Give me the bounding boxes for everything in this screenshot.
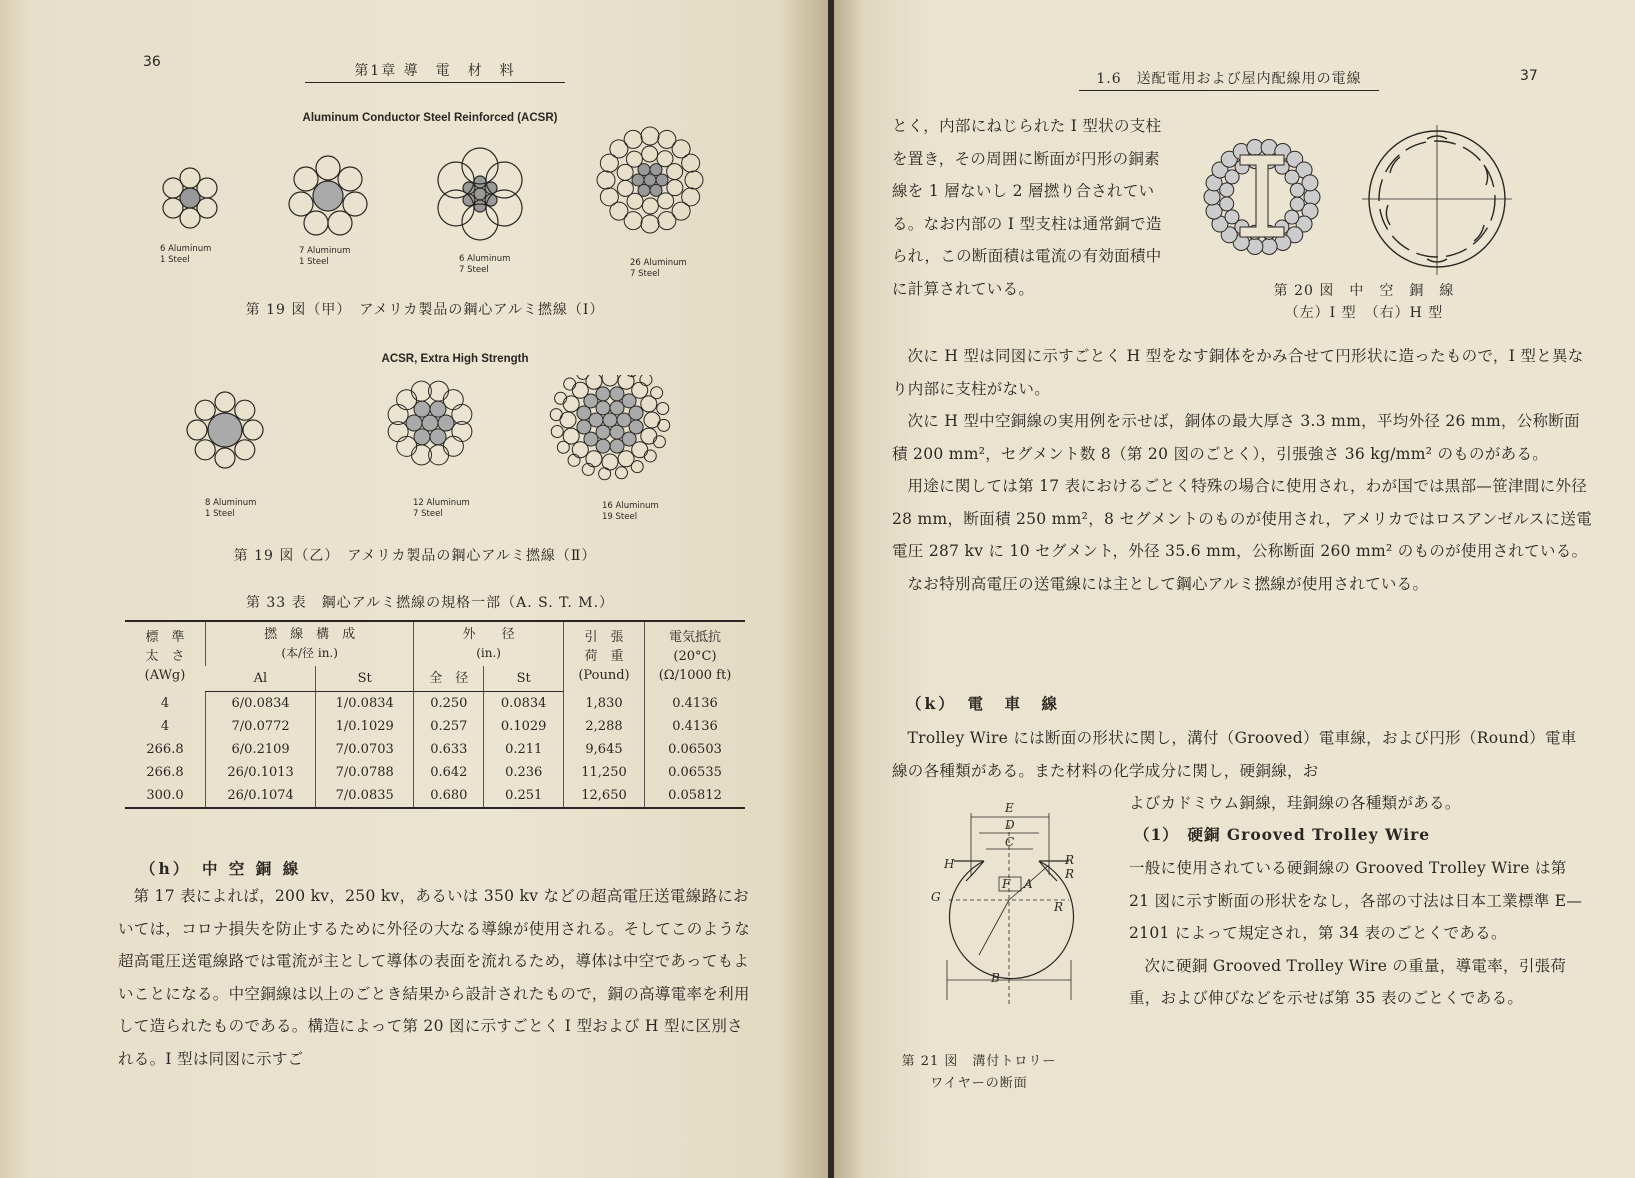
fig20-diagrams <box>1202 125 1512 275</box>
table-cell: 26/0.1013 <box>206 761 316 784</box>
table-cell: 2,288 <box>564 715 645 738</box>
strand-12-7 <box>388 381 472 465</box>
table-cell: 0.251 <box>484 784 564 808</box>
table-row <box>125 692 745 716</box>
fig21-caption-1: 第 21 図 溝付トロリー <box>901 1054 1057 1069</box>
para-5: なお特別高電圧の送電線には主として鋼心アルミ撚線が使用されている。 <box>907 574 1429 593</box>
strand-wire <box>215 448 235 468</box>
strand-wire <box>641 215 659 233</box>
strand-wire <box>586 451 602 467</box>
dim-h: H <box>944 857 955 871</box>
strand-wire <box>1285 170 1299 184</box>
para-3: 次に H 型中空銅線の実用例を示せば，銅体の最大厚さ 3.3 mm，平均外径 26 mm，公称断面積 200 mm²，セグメント数 8（第 20 図のごとく），引張強さ 36 kg/mm² のものがある。 <box>892 412 1580 463</box>
strand-wire <box>1290 183 1304 197</box>
strand-wire <box>187 420 207 440</box>
strand-wire <box>642 146 658 162</box>
table-cell: 1/0.0834 <box>316 692 414 716</box>
strand-wire <box>577 420 591 434</box>
table-cell: 0.250 <box>414 692 484 716</box>
strand-wire <box>443 436 463 456</box>
para-1: とく，内部にねじられた Ⅰ 型状の支柱を置き，その周囲に断面が円形の銅素線を 1 層ないし 2 層撚り合されている。なお内部の Ⅰ 型支柱は通常銅で造られ，この断面積は電流の有効面積中に計算されている。 <box>892 117 1162 298</box>
strand-wire <box>629 420 643 434</box>
table33-caption: 第 33 表 鋼心アルミ撚線の規格一部（A. S. T. M.） <box>245 595 615 611</box>
strand-wire <box>568 454 580 466</box>
strand-wire <box>572 442 588 458</box>
strand-wire <box>658 419 670 431</box>
page-number: 36 <box>143 54 161 70</box>
strand-wire <box>577 375 589 379</box>
strand-wire <box>208 413 242 447</box>
dim-f: F <box>1002 877 1011 891</box>
page-number: 37 <box>1520 68 1538 84</box>
dim-b: B <box>991 971 1000 985</box>
subsection-1-title: （1） 硬銅 Grooved Trolley Wire <box>1134 825 1431 844</box>
table-cell: 0.257 <box>414 715 484 738</box>
para-4: 用途に関しては第 17 表におけるごとく特殊の場合に使用され，わが国では黒部—笹津間に外径 28 mm，断面積 250 mm²，8 セグメントのものが使用され，アメリカではロスアンゼルスに送電電圧 287 kv に 10 セグメント，外径 35.6 mm，公称断面 260 mm² のものが使用されている。 <box>892 477 1592 560</box>
table-cell: 0.0834 <box>484 692 564 716</box>
table-cell: 7/0.0835 <box>316 784 414 808</box>
label-7al-1st: 7 Aluminum 1 Steel <box>299 246 351 267</box>
dim-g: G <box>931 890 941 904</box>
strand-wire <box>430 429 446 445</box>
col-st-dia: St <box>484 666 564 692</box>
dim-e: E <box>1005 801 1014 815</box>
section-k-title: （k） 電 車 線 <box>906 694 1060 713</box>
label-12al-7st: 12 Aluminum 7 Steel <box>413 498 470 519</box>
strand-wire <box>1220 183 1234 197</box>
strand-6-7 <box>438 148 522 240</box>
strand-wire <box>644 450 656 462</box>
label-16al-19st: 16 Aluminum 19 Steel <box>602 501 659 522</box>
strand-wire <box>422 415 438 431</box>
table-cell: 0.4136 <box>645 715 746 738</box>
running-head: 第1章 導 電 材 料 <box>305 60 565 83</box>
dim-c: C <box>1005 835 1015 849</box>
fig19b-caption: 第 19 図（乙） アメリカ製品の鋼心アルミ撚線（Ⅱ） <box>233 548 597 564</box>
strand-wire <box>235 400 255 420</box>
section-h-title: （h） 中 空 銅 線 <box>140 859 302 878</box>
col-size: 標 準 太 さ (AWg) <box>144 630 186 684</box>
strand-wire <box>414 401 430 417</box>
strand-16-19 <box>550 375 669 480</box>
fig21-labels <box>889 801 1129 1015</box>
strand-wire <box>551 425 563 437</box>
strand-wire <box>600 188 618 206</box>
strand-wire <box>550 409 562 421</box>
table-cell: 6/0.0834 <box>206 692 316 716</box>
strand-wire <box>653 436 665 448</box>
para-7: 一般に使用されている硬銅線の Grooved Trolley Wire は第 21 図に示す断面の形状をなし，各部の寸法は日本工業標準 E—2101 によって規定され，第 34 表のごとくである。 <box>1129 859 1583 942</box>
table-cell: 9,645 <box>564 738 645 761</box>
dim-r2: R <box>1065 867 1075 881</box>
para-6b: よびカドミウム銅線，珪銅線の各種類がある。 <box>1129 794 1461 812</box>
dim-a: A <box>1024 877 1033 891</box>
strand-wire <box>195 440 215 460</box>
table-row <box>125 761 745 784</box>
strand-wire <box>243 420 263 440</box>
strand-wire <box>632 382 648 398</box>
strand-wire <box>563 396 579 412</box>
fig20-caption-2: （左）Ⅰ 型 （右）H 型 <box>1284 305 1444 321</box>
strand-wire <box>667 164 683 180</box>
table-cell: 1,830 <box>564 692 645 716</box>
label-6al-1st: 6 Aluminum 1 Steel <box>160 244 212 265</box>
strand-wire <box>406 415 422 431</box>
strand-wire <box>658 212 676 230</box>
col-st: St <box>316 666 414 692</box>
table-cell: 4 <box>160 719 170 734</box>
i-type-hollow-conductor <box>1204 140 1320 255</box>
strand-wire <box>577 406 591 420</box>
table-cell: 12,650 <box>564 784 645 808</box>
label-26al-7st: 26 Aluminum 7 Steel <box>630 258 687 279</box>
strand-wire <box>443 390 463 410</box>
label-8al-1st: 8 Aluminum 1 Steel <box>205 498 257 519</box>
fig21-caption-2: ワイヤーの断面 <box>930 1076 1028 1091</box>
strand-wire <box>215 392 235 412</box>
col-od: 外 径 (in.) <box>414 621 564 666</box>
strand-7-1 <box>289 156 367 235</box>
table-row <box>125 715 745 738</box>
strand-wire <box>603 413 617 427</box>
strand-wire <box>195 400 215 420</box>
table-cell: 0.05812 <box>645 784 746 808</box>
strand-wire <box>1304 189 1320 205</box>
table-cell: 300.0 <box>146 788 184 803</box>
para-6: Trolley Wire には断面の形状に関し，溝付（Grooved）電車線，および円形（Round）電車線の各種類がある。また材料の化学成分に関し，硬銅線，お <box>892 729 1577 780</box>
strand-8-1 <box>187 392 263 468</box>
table-cell: 0.642 <box>414 761 484 784</box>
dim-d: D <box>1005 818 1015 832</box>
strand-wire <box>624 130 642 148</box>
table-cell: 0.211 <box>484 738 564 761</box>
body-middle <box>892 340 1592 600</box>
table-cell: 0.1029 <box>484 715 564 738</box>
fig19a-diagrams <box>140 120 740 250</box>
table-cell: 0.06535 <box>645 761 746 784</box>
strand-wire <box>610 425 624 439</box>
table-cell: 0.236 <box>484 761 564 784</box>
fig19a-caption: 第 19 図（甲） アメリカ製品の鋼心アルミ撚線（Ⅰ） <box>245 302 605 318</box>
table-row <box>125 738 745 761</box>
strand-wire <box>658 193 674 209</box>
strand-wire <box>626 151 642 167</box>
strand-wire <box>397 436 417 456</box>
table-cell: 0.680 <box>414 784 484 808</box>
strand-wire <box>631 461 643 473</box>
strand-wire <box>1204 189 1220 205</box>
strand-wire <box>1261 238 1277 254</box>
subsection-1-body <box>1129 852 1589 1015</box>
strand-wire <box>682 154 700 172</box>
table-cell: 1/0.1029 <box>316 715 414 738</box>
strand-wire <box>617 180 633 196</box>
strand-wire <box>685 171 703 189</box>
section-h-body: 第 17 表によれば，200 kv，250 kv，あるいは 350 kv などの超高電圧送電線路においては，コロナ損失を防止するために外径の大なる導線が使用される。そしてこのような超高電圧送電線路では電流が主として導体の表面を流れるため，導体は中空であってもよいことになる。中空銅線は以上のごとき結果から設計されたもので，銅の高導電率を利用して造られたものである。構造によって第 20 図に示すごとく Ⅰ 型および H 型に区別される。Ⅰ 型は同図に示すご <box>118 887 751 1068</box>
table-cell: 266.8 <box>146 765 184 780</box>
col-strand: 撚 線 構 成 (本/径 in.) <box>206 621 414 666</box>
fig20-caption-1: 第 20 図 中 空 銅 線 <box>1273 283 1455 299</box>
para-8: 次に硬銅 Grooved Trolley Wire の重量，導電率，引張荷重，および伸びなどを示せば第 35 表のごとくである。 <box>1129 956 1567 1007</box>
table-cell: 11,250 <box>564 761 645 784</box>
strand-wire <box>610 387 624 401</box>
col-load: 引 張 荷 重 (Pound) <box>564 621 645 692</box>
strand-wire <box>582 463 594 475</box>
strand-wire <box>596 401 610 415</box>
table-33 <box>125 620 745 809</box>
col-full-dia: 全 径 <box>414 666 484 692</box>
table-row <box>125 784 745 808</box>
strand-wire <box>597 171 615 189</box>
running-head: 1.6 送配電用および屋内配線用の電線 <box>1079 68 1379 91</box>
strand-wire <box>632 442 648 458</box>
strand-wire <box>1247 140 1263 156</box>
strand-wire <box>618 375 634 389</box>
strand-wire <box>438 415 454 431</box>
strand-wire <box>615 467 627 479</box>
table-cell: 26/0.1074 <box>206 784 316 808</box>
h-type-hollow-conductor <box>1362 125 1512 275</box>
table-cell: 7/0.0703 <box>316 738 414 761</box>
strand-wire <box>1290 197 1304 211</box>
fig19b-diagrams <box>180 375 720 505</box>
para-2: 次に H 型は同図に示すごとく H 型をなす銅体をかみ合せて円形状に造ったもので，Ⅰ 型と異なり内部に支柱がない。 <box>892 347 1584 398</box>
strand-wire <box>651 387 663 399</box>
strand-wire <box>599 468 611 480</box>
table-cell: 0.633 <box>414 738 484 761</box>
label-6al-7st: 6 Aluminum 7 Steel <box>459 254 511 275</box>
col-resistance: 電気抵抗 (20°C) (Ω/1000 ft) <box>645 621 746 692</box>
table-cell: 7/0.0788 <box>316 761 414 784</box>
strand-wire <box>1220 197 1234 211</box>
strand-wire <box>1225 210 1239 224</box>
right-page <box>834 0 1635 1178</box>
strand-wire <box>641 428 657 444</box>
strand-wire <box>586 375 602 389</box>
strand-wire <box>640 375 652 386</box>
strand-wire <box>596 387 610 401</box>
table-cell: 6/0.2109 <box>206 738 316 761</box>
strand-6-1 <box>163 168 217 228</box>
strand-wire <box>641 127 659 145</box>
table-cell: 7/0.0772 <box>206 715 316 738</box>
strand-wire <box>555 392 567 404</box>
strand-wire <box>602 375 618 386</box>
dim-r3: R <box>1054 900 1064 914</box>
strand-wire <box>572 382 588 398</box>
table-cell: 0.4136 <box>645 692 746 716</box>
strand-wire <box>657 403 669 415</box>
dim-r1: R <box>1065 853 1075 867</box>
strand-wire <box>557 441 569 453</box>
strand-wire <box>596 439 610 453</box>
strand-26-7 <box>597 127 703 233</box>
col-al: Al <box>206 666 316 692</box>
strand-wire <box>642 198 658 214</box>
strand-wire <box>610 439 624 453</box>
strand-wire <box>397 390 417 410</box>
fig19a-title: Aluminum Conductor Steel Reinforced (ACSR) <box>302 112 558 124</box>
table-cell: 266.8 <box>146 742 184 757</box>
table-cell: 0.06503 <box>645 738 746 761</box>
strand-wire <box>235 440 255 460</box>
fig19b-title: ACSR, Extra High Strength <box>381 353 529 365</box>
table-cell: 4 <box>160 695 170 711</box>
strand-wire <box>564 378 576 390</box>
strand-wire <box>629 406 643 420</box>
